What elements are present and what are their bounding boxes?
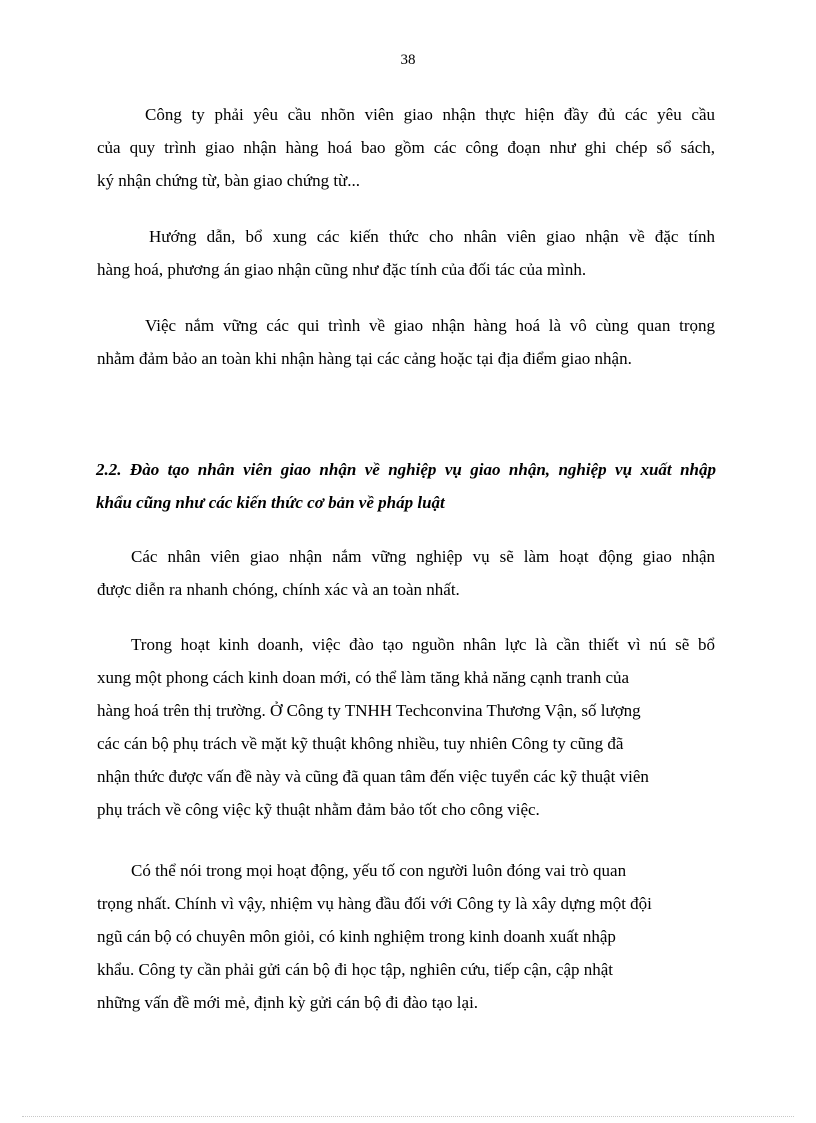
paragraph-line: xung một phong cách kinh doan mới, có thể làm tăng khả năng cạnh tranh của xyxy=(97,668,630,687)
paragraph-line: của quy trình giao nhận hàng hoá bao gồm các công đoạn như ghi chép sổ sách, xyxy=(97,138,715,157)
paragraph-line: Có thể nói trong mọi hoạt động, yếu tố con người luôn đóng vai trò quan xyxy=(131,861,627,880)
paragraph-line: những vấn đề mới mẻ, định kỳ gửi cán bộ đi đào tạo lại. xyxy=(97,993,479,1012)
section-paragraph-1 xyxy=(97,540,715,606)
page-bottom-divider xyxy=(22,1116,794,1117)
paragraph-line: phụ trách về công việc kỹ thuật nhằm đảm bảo tốt cho công việc. xyxy=(97,800,540,819)
paragraph-line: hàng hoá, phương án giao nhận cũng như đặc tính của đối tác của mình. xyxy=(97,260,587,279)
section-paragraph-3 xyxy=(97,854,715,1019)
paragraph-line: Hướng dẫn, bổ xung các kiến thức cho nhân viên giao nhận về đặc tính xyxy=(149,227,715,246)
paragraph-line: các cán bộ phụ trách về mặt kỹ thuật không nhiều, tuy nhiên Công ty cũng đã xyxy=(97,734,624,753)
paragraph-line: Các nhân viên giao nhận nắm vững nghiệp vụ sẽ làm hoạt động giao nhận xyxy=(131,547,715,566)
paragraph-line: hàng hoá trên thị trường. Ở Công ty TNHH Techconvina Thương Vận, số lượng xyxy=(97,701,641,720)
paragraph-line: Công ty phải yêu cầu nhõn viên giao nhận thực hiện đầy đủ các yêu cầu xyxy=(145,105,715,124)
paragraph-1 xyxy=(97,98,715,197)
paragraph-line: khẩu. Công ty cần phải gửi cán bộ đi học tập, nghiên cứu, tiếp cận, cập nhật xyxy=(97,960,614,979)
paragraph-line: Trong hoạt kinh doanh, việc đào tạo nguồn nhân lực là cần thiết vì nú sẽ bổ xyxy=(131,635,715,654)
paragraph-3 xyxy=(97,309,715,375)
section-heading xyxy=(96,453,716,519)
paragraph-2 xyxy=(97,220,715,286)
paragraph-line: ngũ cán bộ có chuyên môn giỏi, có kinh nghiệm trong kinh doanh xuất nhập xyxy=(97,927,616,946)
section-heading-line: khẩu cũng như các kiến thức cơ bản về pháp luật xyxy=(96,493,445,512)
paragraph-line: được diễn ra nhanh chóng, chính xác và an toàn nhất. xyxy=(97,580,460,599)
paragraph-line: nhằm đảm bảo an toàn khi nhận hàng tại các cảng hoặc tại địa điểm giao nhận. xyxy=(97,349,632,368)
paragraph-line: ký nhận chứng từ, bàn giao chứng từ... xyxy=(97,171,361,190)
paragraph-line: trọng nhất. Chính vì vậy, nhiệm vụ hàng đầu đối với Công ty là xây dựng một đội xyxy=(97,894,652,913)
page-number: 38 xyxy=(400,52,416,68)
paragraph-line: Việc nắm vững các qui trình về giao nhận hàng hoá là vô cùng quan trọng xyxy=(145,316,715,335)
section-heading-line: 2.2. Đào tạo nhân viên giao nhận về nghiệp vụ giao nhận, nghiệp vụ xuất nhập xyxy=(96,460,716,479)
section-paragraph-2 xyxy=(97,628,715,826)
paragraph-line: nhận thức được vấn đề này và cũng đã quan tâm đến việc tuyển các kỹ thuật viên xyxy=(97,767,649,786)
